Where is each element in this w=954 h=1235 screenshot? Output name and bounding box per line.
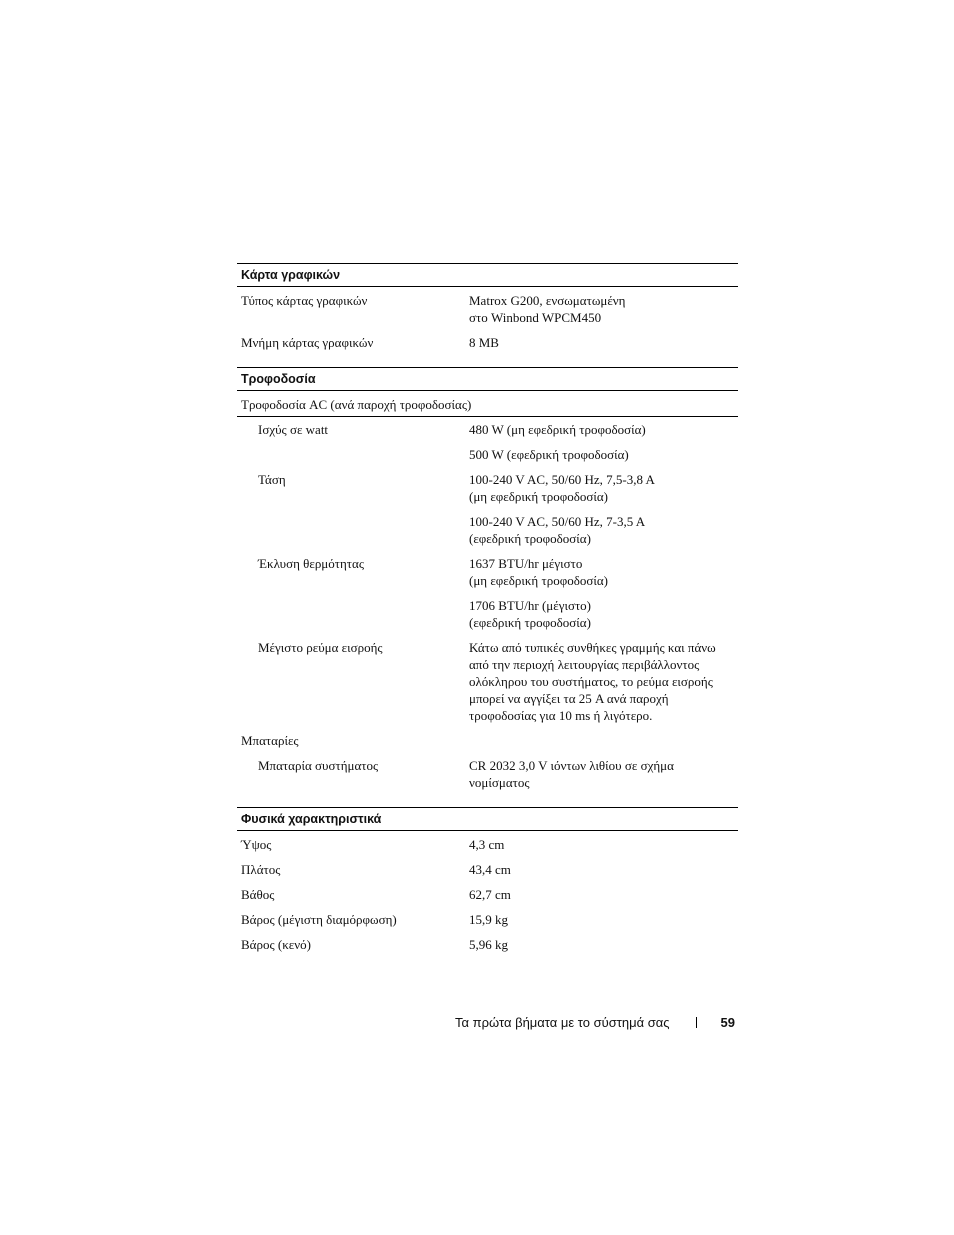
spec-label: Ισχύς σε watt [258,422,329,437]
spec-value: 100-240 V AC, 50/60 Hz, 7,5-3,8 A (μη εφεδρική τροφοδοσία) [469,472,655,504]
spec-value: 1637 BTU/hr μέγιστο (μη εφεδρική τροφοδοσία) [469,556,608,588]
spec-row [237,330,738,355]
spec-row [237,287,738,330]
spec-row [237,882,738,907]
spec-value: 500 W (εφεδρική τροφοδοσία) [469,447,629,462]
spec-value: CR 2032 3,0 V ιόντων λιθίου σε σχήμα νομίσματος [469,758,674,790]
spec-row [237,857,738,882]
spec-row [237,417,738,442]
page-footer [455,1015,735,1030]
spec-value: 8 MB [469,335,499,350]
spec-subheading: Μπαταρίες [241,733,299,748]
spec-row [237,907,738,932]
spec-label: Πλάτος [241,862,281,877]
spec-subheading-row [237,391,738,417]
spec-label: Ύψος [241,837,272,852]
spec-value: 5,96 kg [469,937,508,952]
spec-row [237,467,738,509]
spec-label [237,446,469,463]
footer-divider [696,1017,697,1028]
spec-row [237,442,738,467]
spec-value: 1706 BTU/hr (μέγιστο) (εφεδρική τροφοδοσία) [469,598,592,630]
spec-value: Κάτω από τυπικές συνθήκες γραμμής και πάνω από την περιοχή λειτουργίας περιβάλλοντος ολόκληρου του συστήματος, το ρεύμα εισροής μπορεί να αγγίξει τα 25 A ανά παροχή τροφοδοσίας για 10 ms ή λιγότερο. [469,640,716,723]
spec-label: Τύπος κάρτας γραφικών [241,293,368,308]
spec-label: Βάθος [241,887,275,902]
spec-row [237,593,738,635]
page-number: 59 [720,1015,735,1030]
spec-value: 480 W (μη εφεδρική τροφοδοσία) [469,422,646,437]
spec-value: 100-240 V AC, 50/60 Hz, 7-3,5 A (εφεδρική τροφοδοσία) [469,514,646,546]
spec-row [237,831,738,857]
section-heading-graphics: Κάρτα γραφικών [237,263,738,287]
spec-label: Βάρος (μέγιστη διαμόρφωση) [241,912,397,927]
spec-label [237,597,469,631]
spec-table [237,263,738,957]
spec-label: Βάρος (κενό) [241,937,311,952]
spec-row [237,635,738,728]
chapter-title: Τα πρώτα βήματα με το σύστημά σας [455,1015,670,1030]
section-heading-power: Τροφοδοσία [237,367,738,391]
spec-label: Μνήμη κάρτας γραφικών [241,335,374,350]
spec-value: 4,3 cm [469,837,505,852]
spec-label: Μπαταρία συστήματος [258,758,379,773]
spec-subheading: Τροφοδοσία AC (ανά παροχή τροφοδοσίας) [241,397,472,412]
spec-value: 15,9 kg [469,912,508,927]
spec-subheading-row [237,728,738,753]
spec-row [237,753,738,795]
spec-value: 62,7 cm [469,887,511,902]
spec-label: Έκλυση θερμότητας [258,556,364,571]
spec-row [237,932,738,957]
spec-label: Τάση [258,472,286,487]
spec-value: 43,4 cm [469,862,511,877]
spec-label [237,513,469,547]
spec-label: Μέγιστο ρεύμα εισροής [258,640,383,655]
spec-row [237,551,738,593]
spec-row [237,509,738,551]
spec-value: Matrox G200, ενσωματωμένη στο Winbond WPCM450 [469,293,626,325]
section-heading-physical: Φυσικά χαρακτηριστικά [237,807,738,831]
